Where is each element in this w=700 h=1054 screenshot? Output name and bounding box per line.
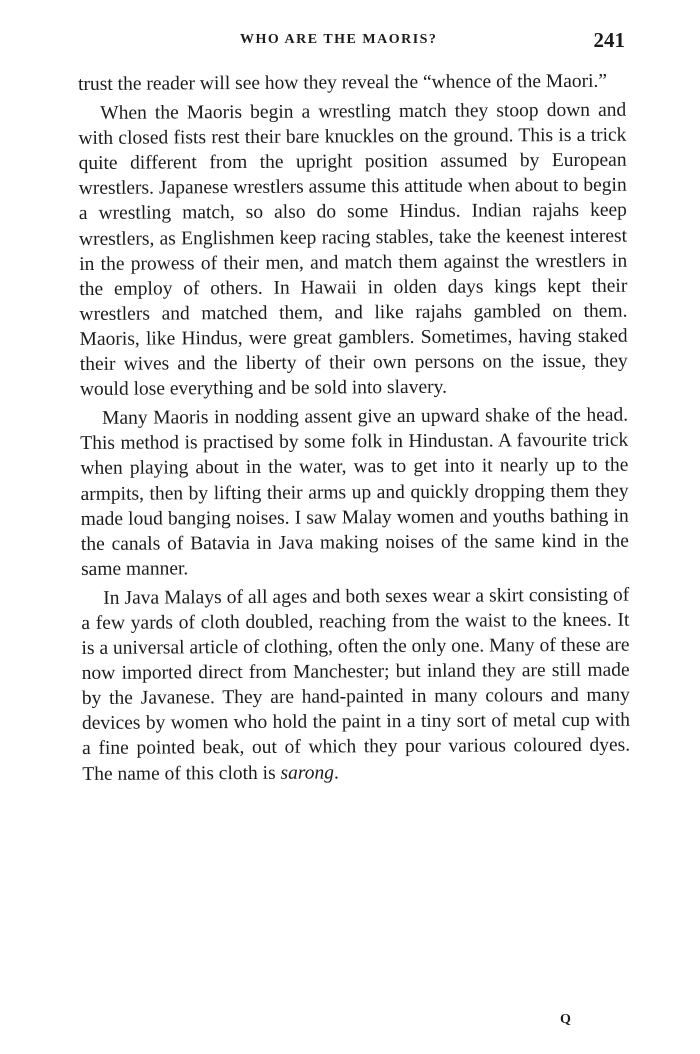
- paragraph-sarong-text: In Java Malays of all ages and both sexes wear a skirt consisting of a few yards of cloth doubled, reaching from the waist to the knees. It is a universal article of clothing, often the only one. Many of these are now imported direct from Manchester; but inland they are still made by the Javanese. They are hand-painted in many colours and many devices by women who hold the paint in a tiny sort of metal cup with a fine pointed beak, out of which they pour various coloured dyes. The name of this cloth is: [81, 584, 631, 785]
- paragraph-nodding: Many Maoris in nodding assent give an upward shake of the head. This method is practised by some folk in Hindustan. A favourite trick when playing about in the water, was to get into it nearly up to the armpits, then by lifting their arms up and quickly dropping them they made loud banging noises. I saw Malay women and youths bathing in the canals of Batavia in Java making noises of the same kind in the same manner.: [80, 404, 629, 580]
- paragraph-wrestling: When the Maoris begin a wrestling match they stoop down and with closed fists rest their bare knuckles on the ground. This is a trick quite different from the upright position assumed by European wrestlers. Japanese wrestlers assume this attitude when about to begin a wrestling match, so also do some Hindus. Indian rajahs keep wrestlers, as Englishmen keep racing stables, take the keenest interest in the prowess of their men, and match them against the wrestlers in the employ of others. In Hawaii in olden days kings kept their wrestlers and matched them, and like rajahs gambled on them. Maoris, like Hindus, were great gamblers. Sometimes, having staked their wives and the liberty of their own persons on the issue, they would lose everything and be sold into slavery.: [78, 99, 628, 401]
- paragraph-sarong-end: .: [333, 761, 339, 783]
- page-number: 241: [593, 28, 625, 52]
- signature-mark: Q: [560, 1012, 571, 1027]
- body-text: [78, 69, 630, 787]
- running-head: [80, 28, 625, 56]
- paragraph-continued: trust the reader will see how they reveal the “whence of the Maori.”: [78, 70, 608, 95]
- paragraph-sarong: [81, 583, 630, 787]
- running-title: WHO ARE THE MAORIS?: [240, 32, 438, 47]
- sarong-term: sarong: [280, 761, 335, 784]
